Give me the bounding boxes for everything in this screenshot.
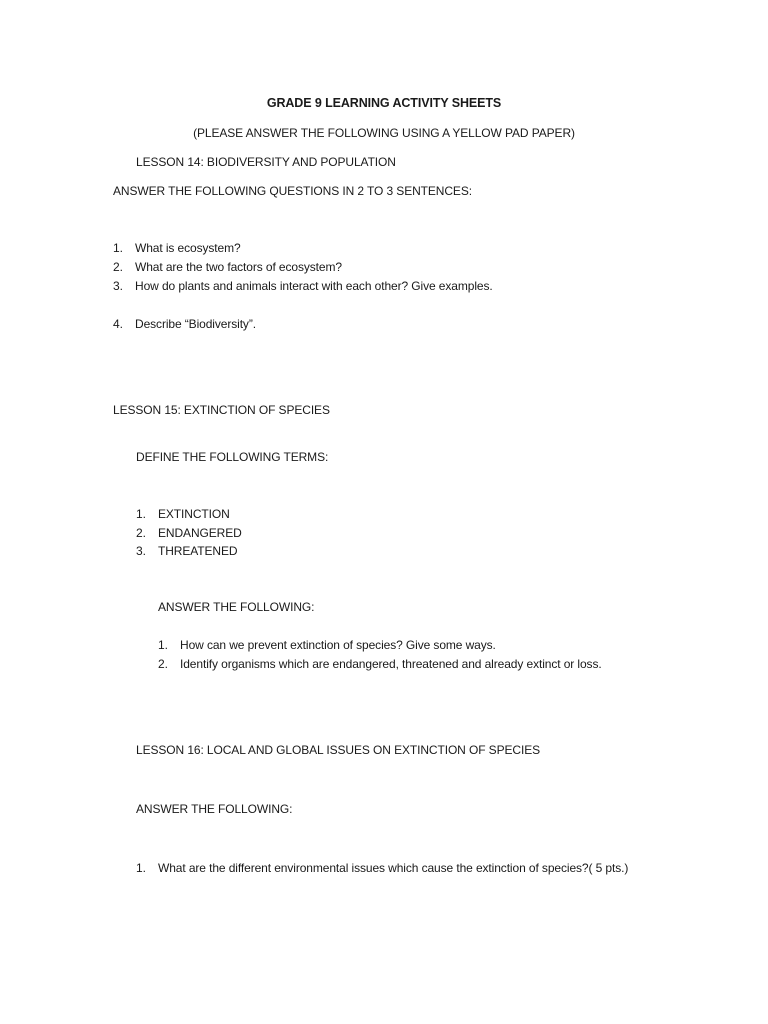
list-item bbox=[113, 241, 241, 255]
lesson-15-answer-instruction: ANSWER THE FOLLOWING: bbox=[158, 600, 315, 614]
list-item bbox=[113, 260, 342, 274]
list-text: What is ecosystem? bbox=[135, 241, 241, 255]
list-item bbox=[136, 861, 628, 875]
list-text: What are the different environmental issues which cause the extinction of species?( 5 pts.) bbox=[158, 861, 629, 875]
list-number: 1. bbox=[113, 241, 123, 255]
list-number: 2. bbox=[158, 657, 168, 671]
list-number: 3. bbox=[113, 279, 123, 293]
list-text: How can we prevent extinction of species? Give some ways. bbox=[180, 638, 496, 652]
list-number: 2. bbox=[113, 260, 123, 274]
lesson-15-define-instruction: DEFINE THE FOLLOWING TERMS: bbox=[136, 450, 329, 464]
list-item bbox=[158, 638, 496, 652]
list-item bbox=[113, 279, 493, 293]
list-text: EXTINCTION bbox=[158, 507, 230, 521]
list-number: 1. bbox=[158, 638, 168, 652]
list-number: 4. bbox=[113, 317, 123, 331]
list-text: ENDANGERED bbox=[158, 526, 242, 540]
lesson-16-answer-instruction: ANSWER THE FOLLOWING: bbox=[136, 802, 293, 816]
list-text: Identify organisms which are endangered, threatened and already extinct or loss. bbox=[180, 657, 602, 671]
list-item bbox=[136, 544, 237, 558]
list-text: Describe “Biodiversity”. bbox=[135, 317, 256, 331]
list-number: 1. bbox=[136, 507, 146, 521]
lesson-14-instruction: ANSWER THE FOLLOWING QUESTIONS IN 2 TO 3 SENTENCES: bbox=[113, 184, 472, 198]
list-item bbox=[113, 317, 256, 331]
list-text: How do plants and animals interact with each other? Give examples. bbox=[135, 279, 493, 293]
list-text: What are the two factors of ecosystem? bbox=[135, 260, 342, 274]
lesson-14-heading: LESSON 14: BIODIVERSITY AND POPULATION bbox=[136, 155, 396, 169]
list-item bbox=[158, 657, 602, 671]
list-item bbox=[136, 526, 242, 540]
page-title: GRADE 9 LEARNING ACTIVITY SHEETS bbox=[266, 96, 502, 110]
page-subtitle: (PLEASE ANSWER THE FOLLOWING USING A YELLOW PAD PAPER) bbox=[193, 126, 575, 140]
list-number: 3. bbox=[136, 544, 146, 558]
list-item bbox=[136, 507, 230, 521]
lesson-16-heading: LESSON 16: LOCAL AND GLOBAL ISSUES ON EXTINCTION OF SPECIES bbox=[136, 743, 540, 757]
list-text: THREATENED bbox=[158, 544, 238, 558]
lesson-15-heading: LESSON 15: EXTINCTION OF SPECIES bbox=[113, 403, 330, 417]
list-number: 1. bbox=[136, 861, 146, 875]
list-number: 2. bbox=[136, 526, 146, 540]
